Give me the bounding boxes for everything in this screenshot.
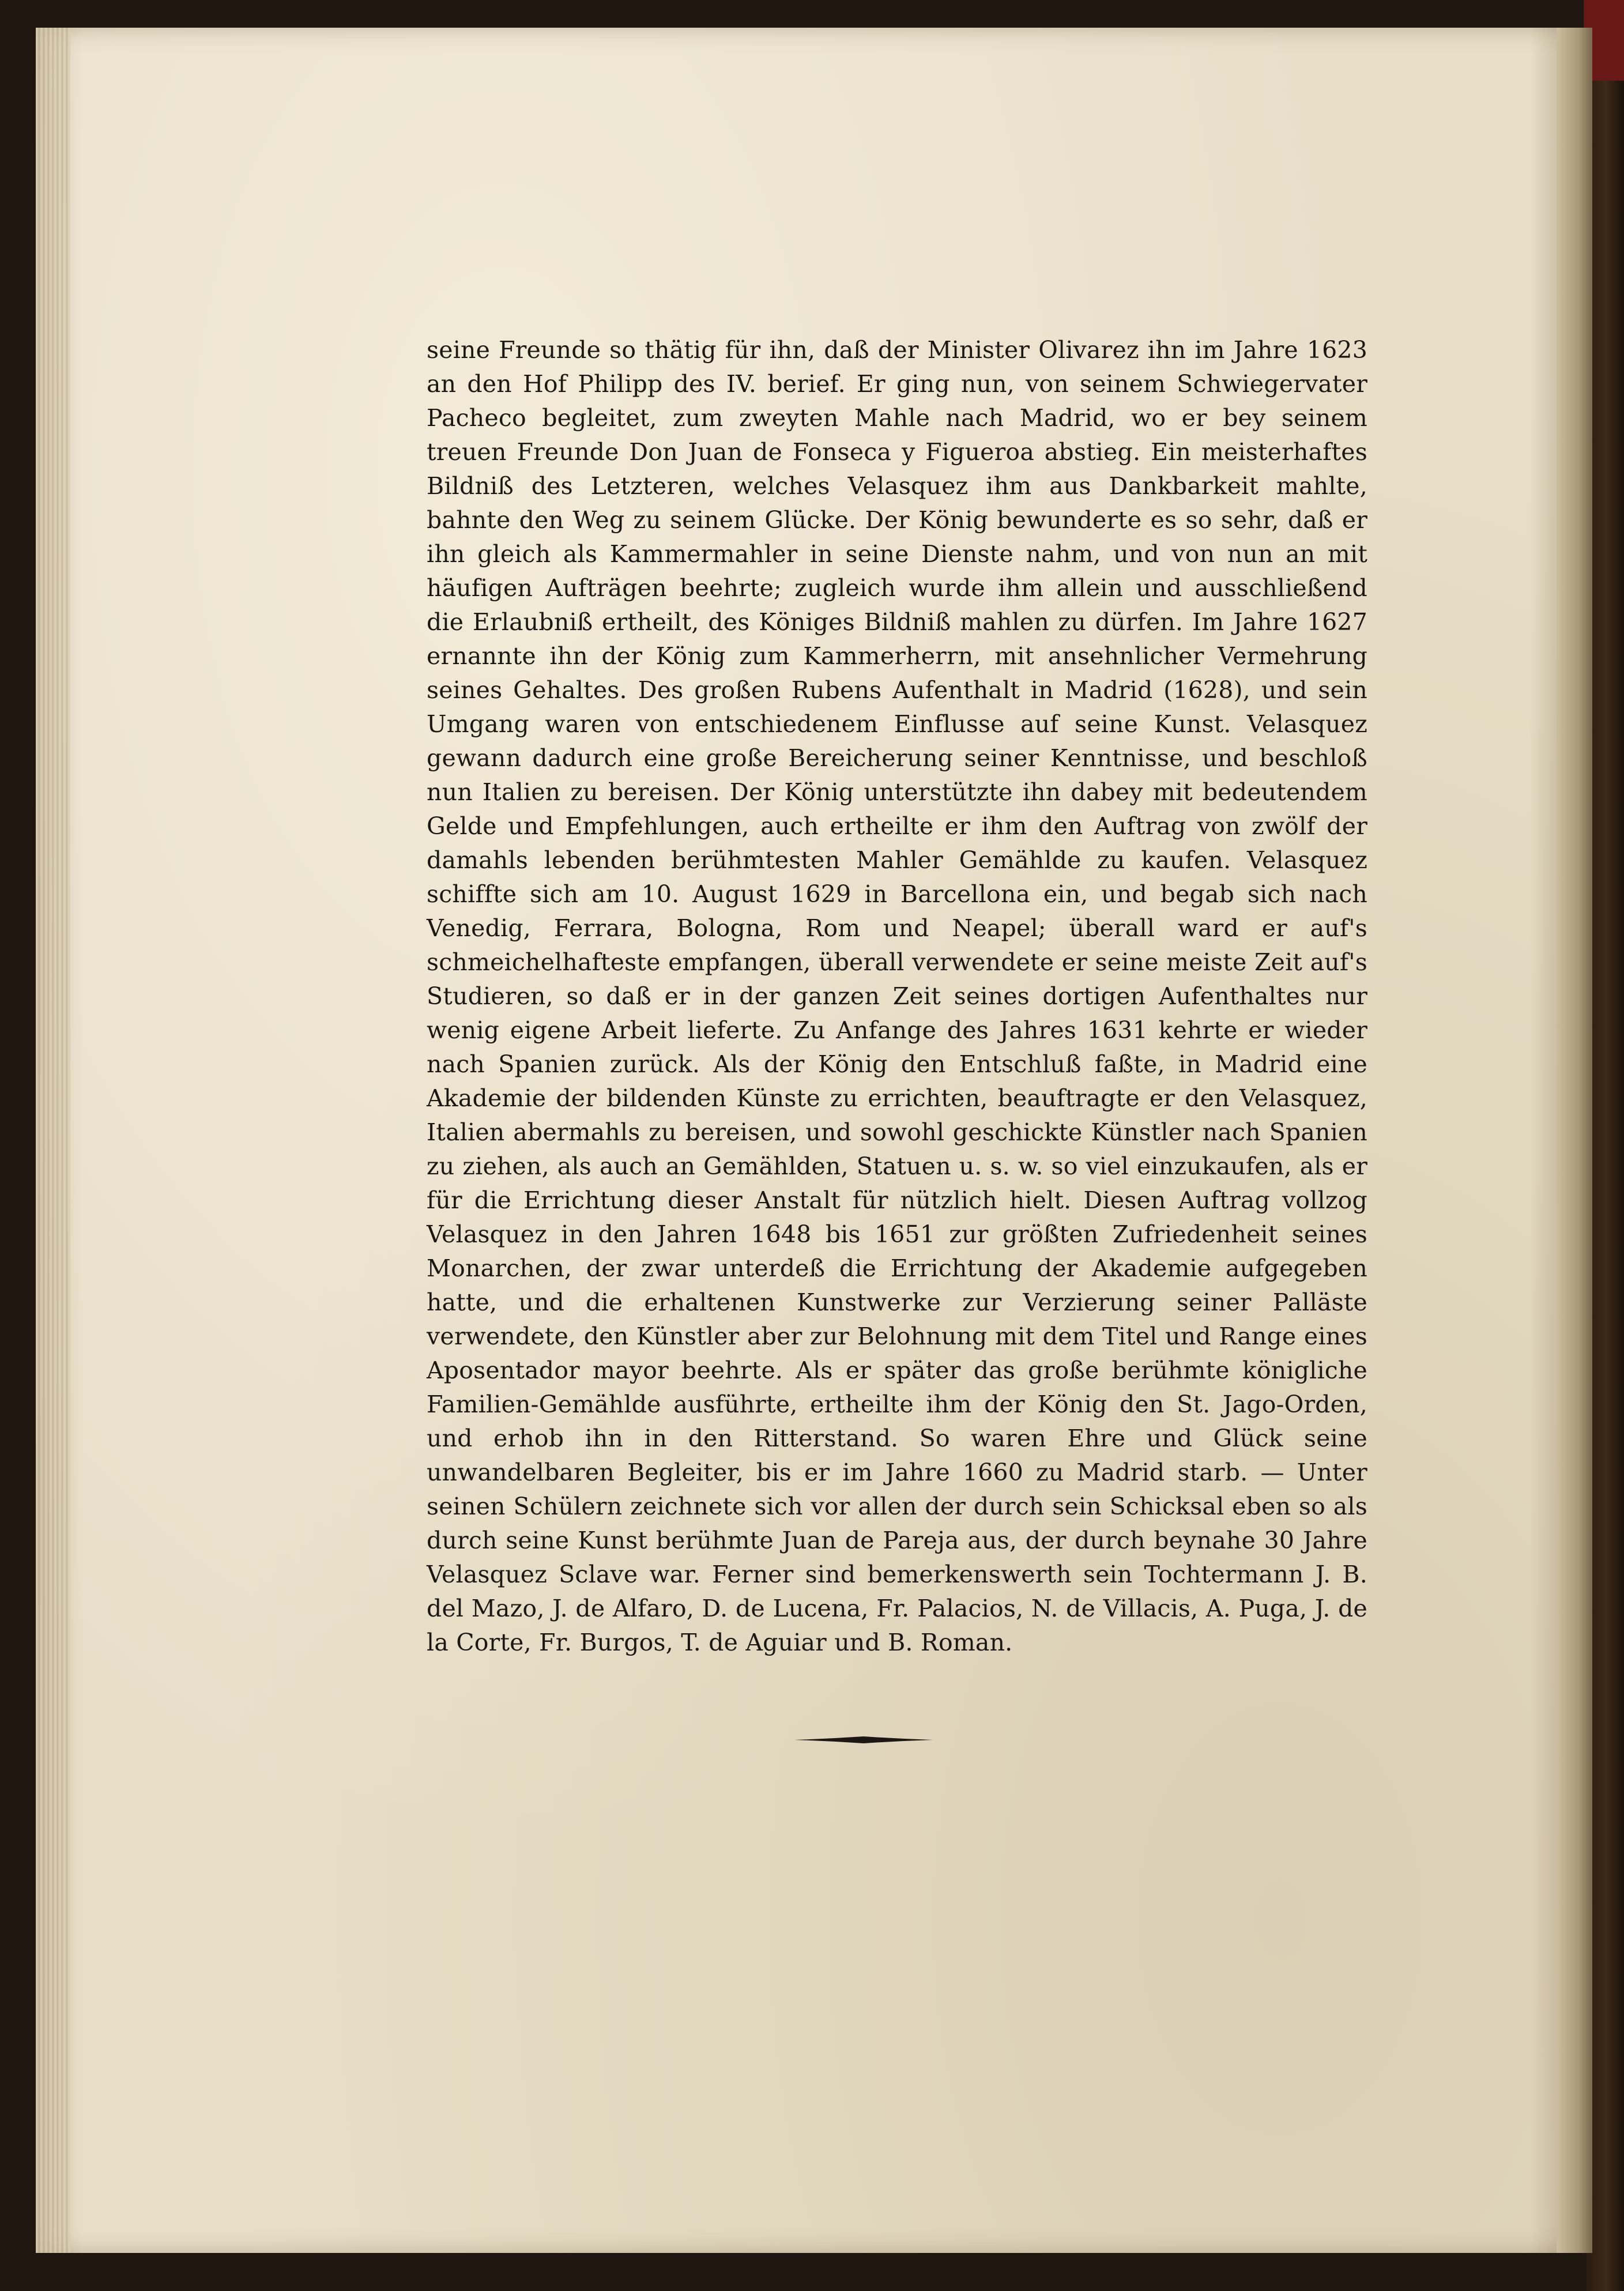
body-paragraph: seine Freunde so thätig für ihn, daß der Minister Olivarez ihn im Jahre 1623 an den Hof Philipp des IV. berief. Er ging nun, von seinem Schwiegervater Pacheco begleitet, zum zweyten Mahle nach Madrid, wo er bey seinem treuen Freunde Don Juan de Fonseca y Figueroa abstieg. Ein meisterhaftes Bildniß des Letzteren, welches Velasquez ihm aus Dankbarkeit mahlte, bahnte den Weg zu seinem Glücke. Der König bewunderte es so sehr, daß er ihn gleich als Kammermahler in seine Dienste nahm, und von nun an mit häufigen Aufträgen beehrte; zugleich wurde ihm allein und ausschließend die Erlaubniß ertheilt, des Königes Bildniß mahlen zu dürfen. Im Jahre 1627 ernannte ihn der König zum Kammerherrn, mit ansehnlicher Vermehrung seines Gehaltes. Des großen Rubens Aufenthalt in Madrid (1628), und sein Umgang waren von entschiedenem Einflusse auf seine Kunst. Velasquez gewann dadurch eine große Bereicherung seiner Kenntnisse, und beschloß nun Italien zu bereisen. Der König unterstützte ihn dabey mit bedeutendem Gelde und Empfehlungen, auch ertheilte er ihm den Auftrag von zwölf der damahls lebenden berühmtesten Mahler Gemählde zu kaufen. Velasquez schiffte sich am 10. August 1629 in Barcellona ein, und begab sich nach Venedig, Ferrara, Bologna, Rom und Neapel; überall ward er auf's schmeichelhafteste empfangen, überall verwendete er seine meiste Zeit auf's Studieren, so daß er in der ganzen Zeit seines dortigen Aufenthaltes nur wenig eigene Arbeit lieferte. Zu Anfange des Jahres 1631 kehrte er wieder nach Spanien zurück. Als der König den Entschluß faßte, in Madrid eine Akademie der bildenden Künste zu errichten, beauftragte er den Velasquez, Italien abermahls zu bereisen, und sowohl geschickte Künstler nach Spanien zu ziehen, als auch an Gemählden, Statuen u. s. w. so viel einzukaufen, als er für die Errichtung dieser Anstalt für nützlich hielt. Diesen Auftrag vollzog Velasquez in den Jahren 1648 bis 1651 zur größten Zufriedenheit seines Monarchen, der zwar unterdeß die Errichtung der Akademie aufgegeben hatte, und die erhaltenen Kunstwerke zur Verzierung seiner Palläste verwendete, den Künstler aber zur Belohnung mit dem Titel und Range eines Aposentador mayor beehrte. Als er später das große berühmte königliche Familien-Gemählde ausführte, ertheilte ihm der König den St. Jago-Orden, und erhob ihn in den Ritterstand. So waren Ehre und Glück seine unwandelbaren Begleiter, bis er im Jahre 1660 zu Madrid starb. — Unter seinen Schülern zeichnete sich vor allen der durch sein Schicksal eben so als durch seine Kunst berühmte Juan de Pareja aus, der durch beynahe 30 Jahre Velasquez Sclave war. Ferner sind bemerkenswerth sein Tochtermann J. B. del Mazo, J. de Alfaro, D. de Lucena, Fr. Palacios, N. de Villacis, A. Puga, J. de la Corte, Fr. Burgos, T. de Aguiar und B. Roman. — [427, 336, 1367, 1656]
page-right-margin-shadow — [1557, 28, 1592, 2253]
ornamental-rule-icon — [794, 1735, 933, 1744]
page-stack-edges — [36, 28, 70, 2253]
body-text-block — [427, 333, 1367, 1660]
